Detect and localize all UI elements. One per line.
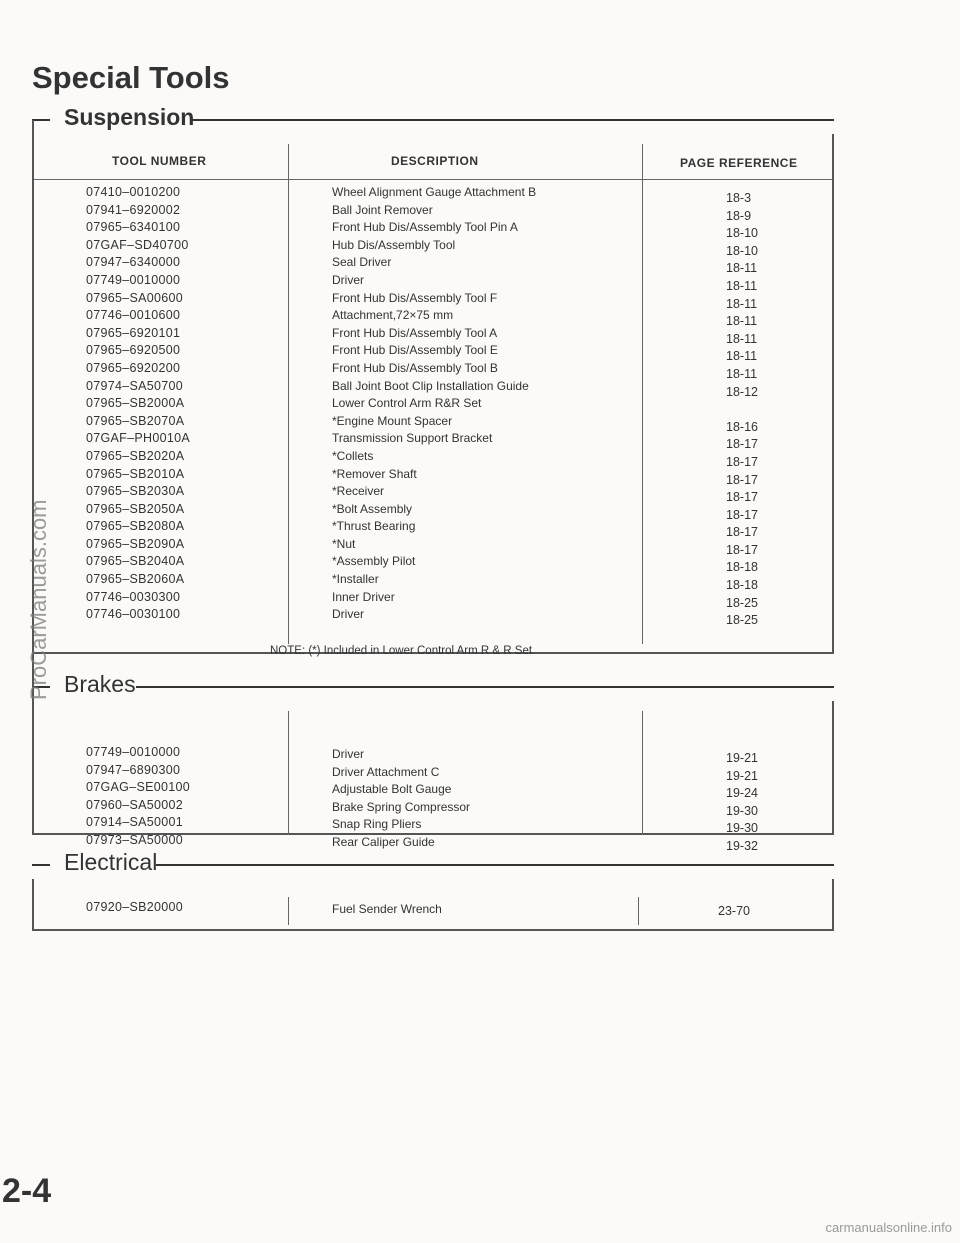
tool-number: 07965–6340100 [86,220,181,235]
tool-number: 07410–0010200 [86,185,181,199]
column-divider [642,144,643,644]
tool-number: 07965–SB2060A [86,572,185,587]
tool-description: *Assembly Pilot [332,554,416,569]
description-column [332,184,536,624]
column-divider [642,711,643,835]
suspension-section-header [32,104,834,134]
tool-description: Inner Driver [332,589,395,604]
tool-number-column [86,184,190,624]
page-reference: 18-11 [726,349,758,364]
tool-description: Hub Dis/Assembly Tool [332,237,456,252]
page-reference: 18-16 [726,419,758,434]
header-dash [32,119,50,121]
tool-number-header: TOOL NUMBER [112,154,207,168]
description-column [332,746,470,852]
page-reference: 18-17 [726,542,758,557]
tool-number: 07749–0010000 [86,272,181,287]
page-reference: 19-30 [726,803,758,818]
page-reference: 18-3 [726,191,752,205]
header-rule [192,119,834,121]
tool-number: 07746–0010600 [86,308,181,323]
page-reference: 18-18 [726,560,758,575]
tool-number: 07746–0030300 [86,589,181,604]
page-reference: 18-17 [726,525,758,540]
side-watermark: ProCarManuals.com [26,499,51,700]
tool-number: 07965–6920200 [86,360,181,375]
page-reference: 18-11 [726,278,758,293]
page-reference: 23-70 [718,904,750,918]
electrical-section-header [32,849,834,879]
tool-description: *Remover Shaft [332,466,417,481]
tool-number: 07941–6920002 [86,202,181,217]
page-reference: 18-11 [726,366,758,381]
page-title: Special Tools [32,60,230,95]
page-reference-column [718,903,758,921]
page-reference: 18-11 [726,331,758,346]
page-reference: 18-17 [726,472,758,487]
footer-watermark: carmanualsonline.info [825,1220,952,1235]
tool-number: 07914–SA50001 [86,815,184,830]
page-reference: 18-17 [726,507,758,522]
tool-description: Ball Joint Remover [332,202,433,217]
tool-description: *Bolt Assembly [332,501,413,516]
page-reference: 18-9 [726,208,752,223]
tool-description: Driver [332,607,364,622]
tool-description: Adjustable Bolt Gauge [332,782,452,797]
column-divider [638,897,639,925]
page-reference: 19-30 [726,821,758,836]
header-rule [136,686,834,688]
tool-number: 07960–SA50002 [86,797,184,812]
page-reference: 18-11 [726,261,758,276]
tool-number: 07920–SB20000 [86,900,184,914]
table-note: NOTE: (*) Included in Lower Control Arm R & R Set [270,645,533,657]
tool-description: Snap Ring Pliers [332,817,422,832]
tool-number: 07965–SB2040A [86,554,185,569]
column-divider [288,897,289,925]
header-rule [156,864,834,866]
suspension-section [32,104,834,654]
tool-description: Driver [332,747,364,761]
tool-description: *Collets [332,448,374,463]
header-separator [34,179,832,180]
tool-number: 07965–SB2080A [86,519,185,534]
tool-number: 07947–6340000 [86,255,181,270]
tool-number: 07GAG–SE00100 [86,780,190,795]
column-divider [288,144,289,644]
page-reference: 19-21 [726,768,758,783]
tool-number: 07974–SA50700 [86,378,184,393]
page-reference: 19-24 [726,786,758,801]
tool-number: 07965–SA00600 [86,290,184,305]
tool-number: 07749–0010000 [86,745,181,759]
tool-description: *Thrust Bearing [332,519,416,534]
tool-number: 07965–SB2000A [86,396,185,411]
tool-description: Attachment,72×75 mm [332,308,454,323]
description-header: DESCRIPTION [391,154,479,168]
suspension-title: Suspension [64,104,195,130]
tool-number: 07965–SB2090A [86,536,185,551]
tool-description: Front Hub Dis/Assembly Tool E [332,343,498,358]
page-reference: 19-21 [726,751,758,765]
page-reference: 18-11 [726,314,758,329]
tool-number: 07947–6890300 [86,762,181,777]
column-divider [288,711,289,835]
suspension-table [32,134,834,654]
page-reference: 18-18 [726,578,758,593]
tool-description: Fuel Sender Wrench [332,902,442,916]
tool-description: Driver [332,272,364,287]
page-reference: 18-17 [726,437,758,452]
tool-number: 07973–SA50000 [86,832,184,847]
tool-description: Front Hub Dis/Assembly Tool B [332,360,498,375]
tool-number: 07GAF–SD40700 [86,237,189,252]
page-reference-column [726,750,766,856]
page-reference: 18-25 [726,613,758,628]
page-reference: 18-12 [726,384,758,399]
page-reference: 18-10 [726,226,758,241]
tool-number: 07965–SB2030A [86,484,185,499]
tool-description: Wheel Alignment Gauge Attachment B [332,185,537,199]
tool-number: 07746–0030100 [86,607,181,622]
tool-description: Front Hub Dis/Assembly Tool A [332,325,498,340]
header-dash [32,864,50,866]
brakes-title: Brakes [64,671,136,697]
margin-rule [32,120,34,830]
electrical-table [32,879,834,931]
tool-description: Transmission Support Bracket [332,431,493,446]
tool-number: 07965–SB2070A [86,413,185,428]
tool-description: Ball Joint Boot Clip Installation Guide [332,378,529,393]
brakes-section [32,671,834,853]
brakes-section-header [32,671,834,701]
tool-description: Brake Spring Compressor [332,799,471,814]
tool-description: Driver Attachment C [332,764,440,779]
tool-description: Lower Control Arm R&R Set [332,396,482,411]
brakes-table [32,701,834,853]
tool-description: *Engine Mount Spacer [332,413,453,428]
tool-description: *Nut [332,536,356,551]
tool-number: 07GAF–PH0010A [86,431,190,446]
page-number: 2-4 [2,1172,52,1210]
page-reference-header: PAGE REFERENCE [680,156,798,170]
page-reference [726,401,766,419]
page-reference: 19-32 [726,838,758,853]
tool-description: Front Hub Dis/Assembly Tool Pin A [332,220,518,235]
tool-description: *Receiver [332,484,385,499]
page-reference-column [726,190,766,630]
tool-description: Rear Caliper Guide [332,834,435,849]
page-reference: 18-17 [726,454,758,469]
tool-description: Front Hub Dis/Assembly Tool F [332,290,498,305]
electrical-title: Electrical [64,849,158,875]
tool-description: Seal Driver [332,255,392,270]
tool-description: *Installer [332,572,379,587]
tool-number-column [86,744,190,850]
tool-number: 07965–6920500 [86,343,181,358]
tool-number: 07965–SB2020A [86,448,185,463]
electrical-section [32,849,834,931]
page-reference: 18-10 [726,243,758,258]
page-reference: 18-17 [726,490,758,505]
page-reference: 18-11 [726,296,758,311]
tool-number-column [86,899,183,917]
description-column [332,901,442,919]
tool-number: 07965–SB2050A [86,501,185,516]
tool-number: 07965–6920101 [86,325,181,340]
tool-number: 07965–SB2010A [86,466,185,481]
page-reference: 18-25 [726,595,758,610]
